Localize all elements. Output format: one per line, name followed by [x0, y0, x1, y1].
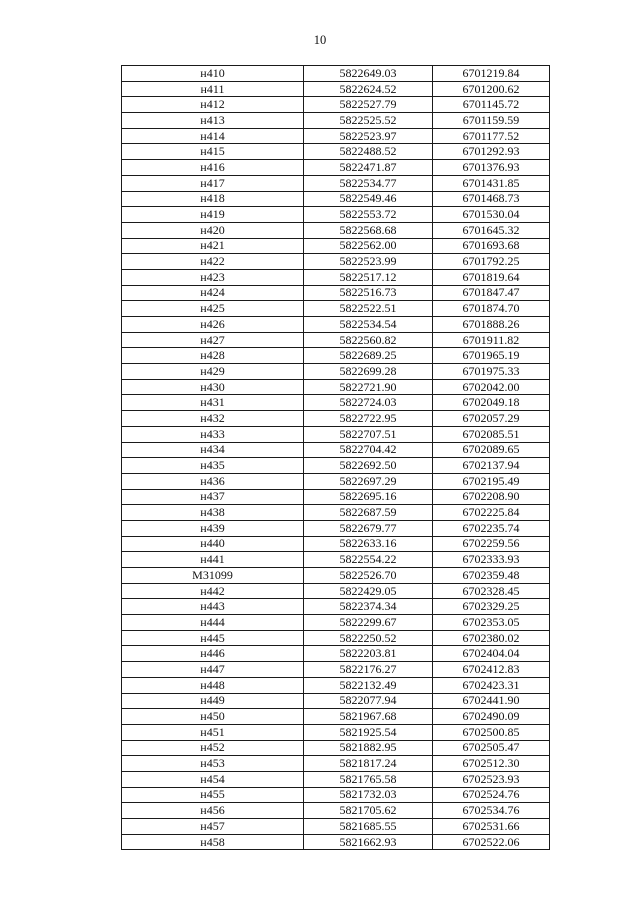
- x-coordinate-cell: 5822721.90: [304, 379, 433, 395]
- table-row: [122, 160, 550, 176]
- point-id-cell: н456: [122, 803, 304, 819]
- x-coordinate-cell: 5822692.50: [304, 458, 433, 474]
- table-row: [122, 583, 550, 599]
- point-id-cell: н432: [122, 411, 304, 427]
- y-coordinate-cell: 6702353.05: [433, 615, 550, 631]
- y-coordinate-cell: 6702500.85: [433, 724, 550, 740]
- point-id-cell: н454: [122, 771, 304, 787]
- table-row: [122, 646, 550, 662]
- y-coordinate-cell: 6702085.51: [433, 426, 550, 442]
- table-row: [122, 317, 550, 333]
- table-row: [122, 301, 550, 317]
- y-coordinate-cell: 6702259.56: [433, 536, 550, 552]
- page-number: 10: [313, 33, 327, 47]
- y-coordinate-cell: 6702404.04: [433, 646, 550, 662]
- y-coordinate-cell: 6702534.76: [433, 803, 550, 819]
- point-id-cell: н439: [122, 520, 304, 536]
- x-coordinate-cell: 5822517.12: [304, 269, 433, 285]
- table-row: [122, 834, 550, 850]
- point-id-cell: н452: [122, 740, 304, 756]
- point-id-cell: н424: [122, 285, 304, 301]
- y-coordinate-cell: 6701847.47: [433, 285, 550, 301]
- y-coordinate-cell: 6702423.31: [433, 677, 550, 693]
- y-coordinate-cell: 6701219.84: [433, 66, 550, 82]
- y-coordinate-cell: 6702208.90: [433, 489, 550, 505]
- x-coordinate-cell: 5822523.99: [304, 254, 433, 270]
- x-coordinate-cell: 5822534.77: [304, 175, 433, 191]
- x-coordinate-cell: 5822523.97: [304, 128, 433, 144]
- y-coordinate-cell: 6702524.76: [433, 787, 550, 803]
- y-coordinate-cell: 6702333.93: [433, 552, 550, 568]
- table-row: [122, 175, 550, 191]
- table-row: [122, 458, 550, 474]
- table-row: [122, 348, 550, 364]
- point-id-cell: н429: [122, 364, 304, 380]
- y-coordinate-cell: 6702329.25: [433, 599, 550, 615]
- y-coordinate-cell: 6702089.65: [433, 442, 550, 458]
- point-id-cell: н438: [122, 505, 304, 521]
- x-coordinate-cell: 5822624.52: [304, 81, 433, 97]
- x-coordinate-cell: 5822553.72: [304, 207, 433, 223]
- point-id-cell: н437: [122, 489, 304, 505]
- table-row: [122, 489, 550, 505]
- table-row: [122, 662, 550, 678]
- x-coordinate-cell: 5822568.68: [304, 222, 433, 238]
- point-id-cell: н443: [122, 599, 304, 615]
- point-id-cell: н410: [122, 66, 304, 82]
- y-coordinate-cell: 6701911.82: [433, 332, 550, 348]
- y-coordinate-cell: 6702359.48: [433, 568, 550, 584]
- table-row: [122, 803, 550, 819]
- table-row: [122, 520, 550, 536]
- y-coordinate-cell: 6701431.85: [433, 175, 550, 191]
- x-coordinate-cell: 5822525.52: [304, 113, 433, 129]
- x-coordinate-cell: 5822695.16: [304, 489, 433, 505]
- point-id-cell: н417: [122, 175, 304, 191]
- point-id-cell: н435: [122, 458, 304, 474]
- x-coordinate-cell: 5822633.16: [304, 536, 433, 552]
- y-coordinate-cell: 6702195.49: [433, 473, 550, 489]
- y-coordinate-cell: 6702042.00: [433, 379, 550, 395]
- y-coordinate-cell: 6702505.47: [433, 740, 550, 756]
- point-id-cell: н441: [122, 552, 304, 568]
- point-id-cell: н451: [122, 724, 304, 740]
- table-row: [122, 207, 550, 223]
- point-id-cell: н455: [122, 787, 304, 803]
- table-row: [122, 379, 550, 395]
- table-row: [122, 191, 550, 207]
- point-id-cell: н414: [122, 128, 304, 144]
- table-row: [122, 615, 550, 631]
- x-coordinate-cell: 5822374.34: [304, 599, 433, 615]
- x-coordinate-cell: 5822649.03: [304, 66, 433, 82]
- table-row: [122, 709, 550, 725]
- point-id-cell: н434: [122, 442, 304, 458]
- point-id-cell: н426: [122, 317, 304, 333]
- point-id-cell: н413: [122, 113, 304, 129]
- x-coordinate-cell: 5822722.95: [304, 411, 433, 427]
- table-row: [122, 724, 550, 740]
- point-id-cell: н411: [122, 81, 304, 97]
- point-id-cell: н433: [122, 426, 304, 442]
- table-row: [122, 411, 550, 427]
- y-coordinate-cell: 6701693.68: [433, 238, 550, 254]
- y-coordinate-cell: 6701200.62: [433, 81, 550, 97]
- x-coordinate-cell: 5822697.29: [304, 473, 433, 489]
- x-coordinate-cell: 5822516.73: [304, 285, 433, 301]
- y-coordinate-cell: 6701874.70: [433, 301, 550, 317]
- y-coordinate-cell: 6701645.32: [433, 222, 550, 238]
- x-coordinate-cell: 5822554.22: [304, 552, 433, 568]
- x-coordinate-cell: 5821662.93: [304, 834, 433, 850]
- table-row: [122, 787, 550, 803]
- y-coordinate-cell: 6701468.73: [433, 191, 550, 207]
- point-id-cell: н420: [122, 222, 304, 238]
- point-id-cell: н422: [122, 254, 304, 270]
- point-id-cell: н415: [122, 144, 304, 160]
- x-coordinate-cell: 5821685.55: [304, 819, 433, 835]
- point-id-cell: н423: [122, 269, 304, 285]
- y-coordinate-cell: 6702137.94: [433, 458, 550, 474]
- table-row: [122, 269, 550, 285]
- table-row: [122, 238, 550, 254]
- x-coordinate-cell: 5822429.05: [304, 583, 433, 599]
- point-id-cell: н445: [122, 630, 304, 646]
- table-row: [122, 332, 550, 348]
- x-coordinate-cell: 5821817.24: [304, 756, 433, 772]
- table-row: [122, 677, 550, 693]
- point-id-cell: н431: [122, 395, 304, 411]
- y-coordinate-cell: 6702412.83: [433, 662, 550, 678]
- point-id-cell: н446: [122, 646, 304, 662]
- y-coordinate-cell: 6702380.02: [433, 630, 550, 646]
- point-id-cell: н448: [122, 677, 304, 693]
- x-coordinate-cell: 5822562.00: [304, 238, 433, 254]
- y-coordinate-cell: 6702441.90: [433, 693, 550, 709]
- x-coordinate-cell: 5822471.87: [304, 160, 433, 176]
- x-coordinate-cell: 5822488.52: [304, 144, 433, 160]
- point-id-cell: н457: [122, 819, 304, 835]
- x-coordinate-cell: 5822679.77: [304, 520, 433, 536]
- coordinates-table-body: [122, 66, 550, 850]
- x-coordinate-cell: 5821705.62: [304, 803, 433, 819]
- y-coordinate-cell: 6701376.93: [433, 160, 550, 176]
- point-id-cell: н436: [122, 473, 304, 489]
- table-row: [122, 364, 550, 380]
- x-coordinate-cell: 5821765.58: [304, 771, 433, 787]
- y-coordinate-cell: 6702522.06: [433, 834, 550, 850]
- y-coordinate-cell: 6701965.19: [433, 348, 550, 364]
- table-row: [122, 113, 550, 129]
- point-id-cell: н428: [122, 348, 304, 364]
- table-row: [122, 128, 550, 144]
- table-row: [122, 97, 550, 113]
- table-row: [122, 66, 550, 82]
- y-coordinate-cell: 6702049.18: [433, 395, 550, 411]
- table-row: [122, 599, 550, 615]
- y-coordinate-cell: 6701177.52: [433, 128, 550, 144]
- y-coordinate-cell: 6701792.25: [433, 254, 550, 270]
- table-row: [122, 81, 550, 97]
- y-coordinate-cell: 6702057.29: [433, 411, 550, 427]
- table-row: [122, 552, 550, 568]
- y-coordinate-cell: 6702225.84: [433, 505, 550, 521]
- y-coordinate-cell: 6701145.72: [433, 97, 550, 113]
- point-id-cell: н425: [122, 301, 304, 317]
- y-coordinate-cell: 6701888.26: [433, 317, 550, 333]
- table-row: [122, 285, 550, 301]
- x-coordinate-cell: 5822687.59: [304, 505, 433, 521]
- x-coordinate-cell: 5821882.95: [304, 740, 433, 756]
- table-row: [122, 426, 550, 442]
- point-id-cell: н458: [122, 834, 304, 850]
- x-coordinate-cell: 5821967.68: [304, 709, 433, 725]
- point-id-cell: н419: [122, 207, 304, 223]
- table-row: [122, 819, 550, 835]
- y-coordinate-cell: 6701292.93: [433, 144, 550, 160]
- point-id-cell: н442: [122, 583, 304, 599]
- table-row: [122, 536, 550, 552]
- y-coordinate-cell: 6702512.30: [433, 756, 550, 772]
- table-row: [122, 254, 550, 270]
- point-id-cell: н430: [122, 379, 304, 395]
- x-coordinate-cell: 5822689.25: [304, 348, 433, 364]
- x-coordinate-cell: 5822299.67: [304, 615, 433, 631]
- y-coordinate-cell: 6702523.93: [433, 771, 550, 787]
- x-coordinate-cell: 5822534.54: [304, 317, 433, 333]
- x-coordinate-cell: 5822549.46: [304, 191, 433, 207]
- x-coordinate-cell: 5822560.82: [304, 332, 433, 348]
- y-coordinate-cell: 6701975.33: [433, 364, 550, 380]
- table-row: [122, 222, 550, 238]
- y-coordinate-cell: 6702490.09: [433, 709, 550, 725]
- x-coordinate-cell: 5822077.94: [304, 693, 433, 709]
- point-id-cell: н444: [122, 615, 304, 631]
- point-id-cell: н418: [122, 191, 304, 207]
- coordinates-table: [121, 65, 550, 850]
- x-coordinate-cell: 5822526.70: [304, 568, 433, 584]
- x-coordinate-cell: 5822527.79: [304, 97, 433, 113]
- y-coordinate-cell: 6702531.66: [433, 819, 550, 835]
- x-coordinate-cell: 5821732.03: [304, 787, 433, 803]
- x-coordinate-cell: 5822176.27: [304, 662, 433, 678]
- table-row: [122, 473, 550, 489]
- x-coordinate-cell: 5822699.28: [304, 364, 433, 380]
- point-id-cell: н421: [122, 238, 304, 254]
- y-coordinate-cell: 6701530.04: [433, 207, 550, 223]
- x-coordinate-cell: 5822132.49: [304, 677, 433, 693]
- table-row: [122, 693, 550, 709]
- x-coordinate-cell: 5822704.42: [304, 442, 433, 458]
- x-coordinate-cell: 5822707.51: [304, 426, 433, 442]
- point-id-cell: н449: [122, 693, 304, 709]
- point-id-cell: н427: [122, 332, 304, 348]
- y-coordinate-cell: 6701819.64: [433, 269, 550, 285]
- x-coordinate-cell: 5822724.03: [304, 395, 433, 411]
- table-row: [122, 740, 550, 756]
- table-row: [122, 144, 550, 160]
- point-id-cell: н440: [122, 536, 304, 552]
- x-coordinate-cell: 5822203.81: [304, 646, 433, 662]
- point-id-cell: н412: [122, 97, 304, 113]
- point-id-cell: н450: [122, 709, 304, 725]
- point-id-cell: н453: [122, 756, 304, 772]
- point-id-cell: н416: [122, 160, 304, 176]
- table-row: [122, 505, 550, 521]
- table-row: [122, 442, 550, 458]
- table-row: [122, 756, 550, 772]
- y-coordinate-cell: 6702328.45: [433, 583, 550, 599]
- x-coordinate-cell: 5821925.54: [304, 724, 433, 740]
- x-coordinate-cell: 5822250.52: [304, 630, 433, 646]
- x-coordinate-cell: 5822522.51: [304, 301, 433, 317]
- y-coordinate-cell: 6702235.74: [433, 520, 550, 536]
- table-row: [122, 771, 550, 787]
- table-row: [122, 568, 550, 584]
- point-id-cell: н447: [122, 662, 304, 678]
- point-id-cell: М31099: [122, 568, 304, 584]
- y-coordinate-cell: 6701159.59: [433, 113, 550, 129]
- table-row: [122, 395, 550, 411]
- table-row: [122, 630, 550, 646]
